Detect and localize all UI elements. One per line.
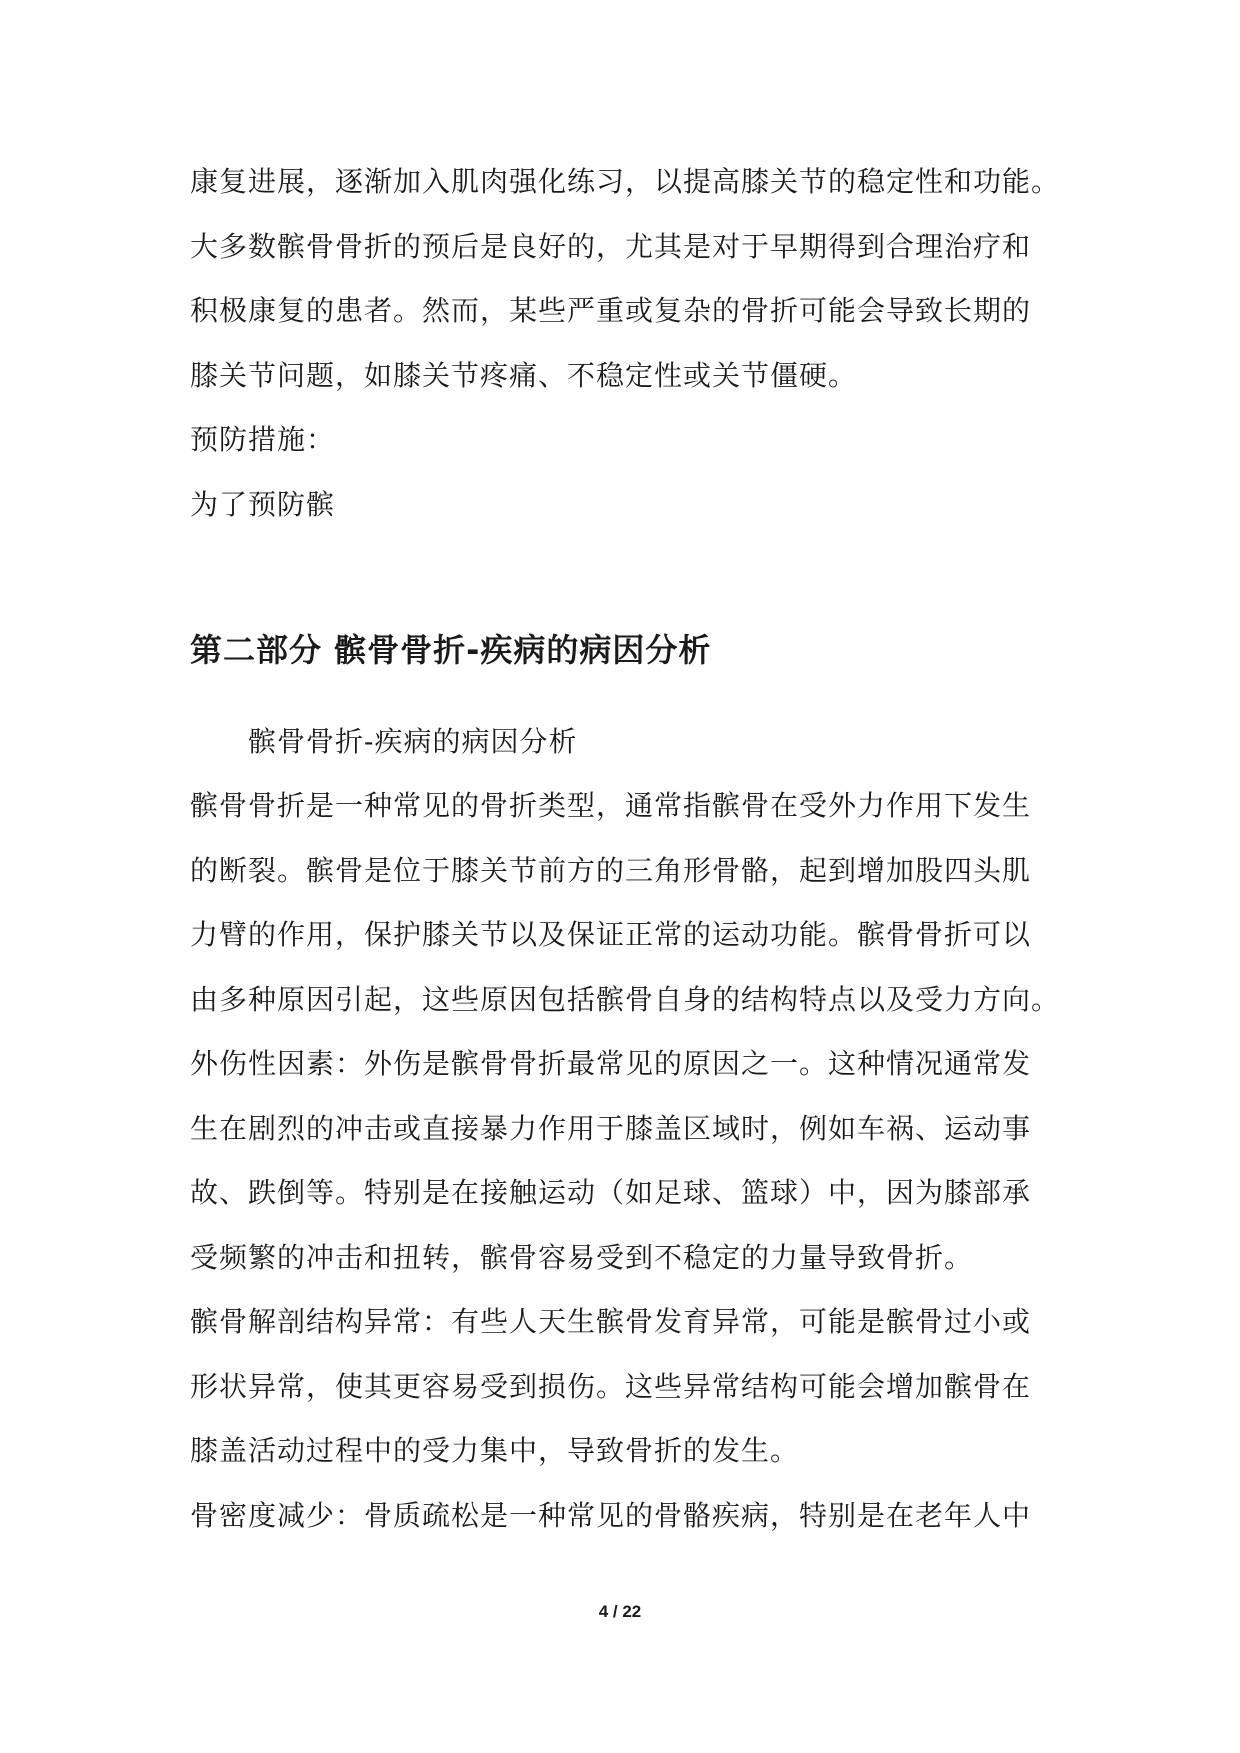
paragraph-line: 髌骨解剖结构异常：有些人天生髌骨发育异常，可能是髌骨过小或	[190, 1305, 1032, 1338]
paragraph-line: 受频繁的冲击和扭转，髌骨容易受到不稳定的力量导致骨折。	[190, 1241, 974, 1274]
section-subheading: 髌骨骨折-疾病的病因分析	[248, 725, 578, 758]
paragraph-line: 由多种原因引起，这些原因包括髌骨自身的结构特点以及受力方向。	[190, 983, 1061, 1016]
paragraph-line: 髌骨骨折是一种常见的骨折类型，通常指髌骨在受外力作用下发生	[190, 789, 1032, 822]
paragraph-line: 膝关节问题，如膝关节疼痛、不稳定性或关节僵硬。	[190, 359, 858, 392]
paragraph-line: 预防措施：	[190, 423, 336, 456]
paragraph-line: 大多数髌骨骨折的预后是良好的，尤其是对于早期得到合理治疗和	[190, 230, 1032, 263]
page-number: 4 / 22	[598, 1602, 642, 1621]
paragraph-line: 力臂的作用，保护膝关节以及保证正常的运动功能。髌骨骨折可以	[190, 918, 1032, 951]
paragraph-line: 外伤性因素：外伤是髌骨骨折最常见的原因之一。这种情况通常发	[190, 1047, 1032, 1080]
paragraph-line: 积极康复的患者。然而，某些严重或复杂的骨折可能会导致长期的	[190, 294, 1032, 327]
paragraph-line: 的断裂。髌骨是位于膝关节前方的三角形骨骼，起到增加股四头肌	[190, 854, 1032, 887]
paragraph-line: 为了预防髌	[190, 488, 336, 521]
paragraph-line: 康复进展，逐渐加入肌肉强化练习，以提高膝关节的稳定性和功能。	[190, 165, 1061, 198]
paragraph-line: 形状异常，使其更容易受到损伤。这些异常结构可能会增加髌骨在	[190, 1370, 1032, 1403]
paragraph-line: 生在剧烈的冲击或直接暴力作用于膝盖区域时，例如车祸、运动事	[190, 1112, 1032, 1145]
section-heading: 第二部分 髌骨骨折-疾病的病因分析	[190, 631, 712, 669]
paragraph-line: 膝盖活动过程中的受力集中，导致骨折的发生。	[190, 1434, 800, 1467]
paragraph-line: 骨密度减少：骨质疏松是一种常见的骨骼疾病，特别是在老年人中	[190, 1499, 1032, 1532]
paragraph-line: 故、跌倒等。特别是在接触运动（如足球、篮球）中，因为膝部承	[190, 1176, 1032, 1209]
